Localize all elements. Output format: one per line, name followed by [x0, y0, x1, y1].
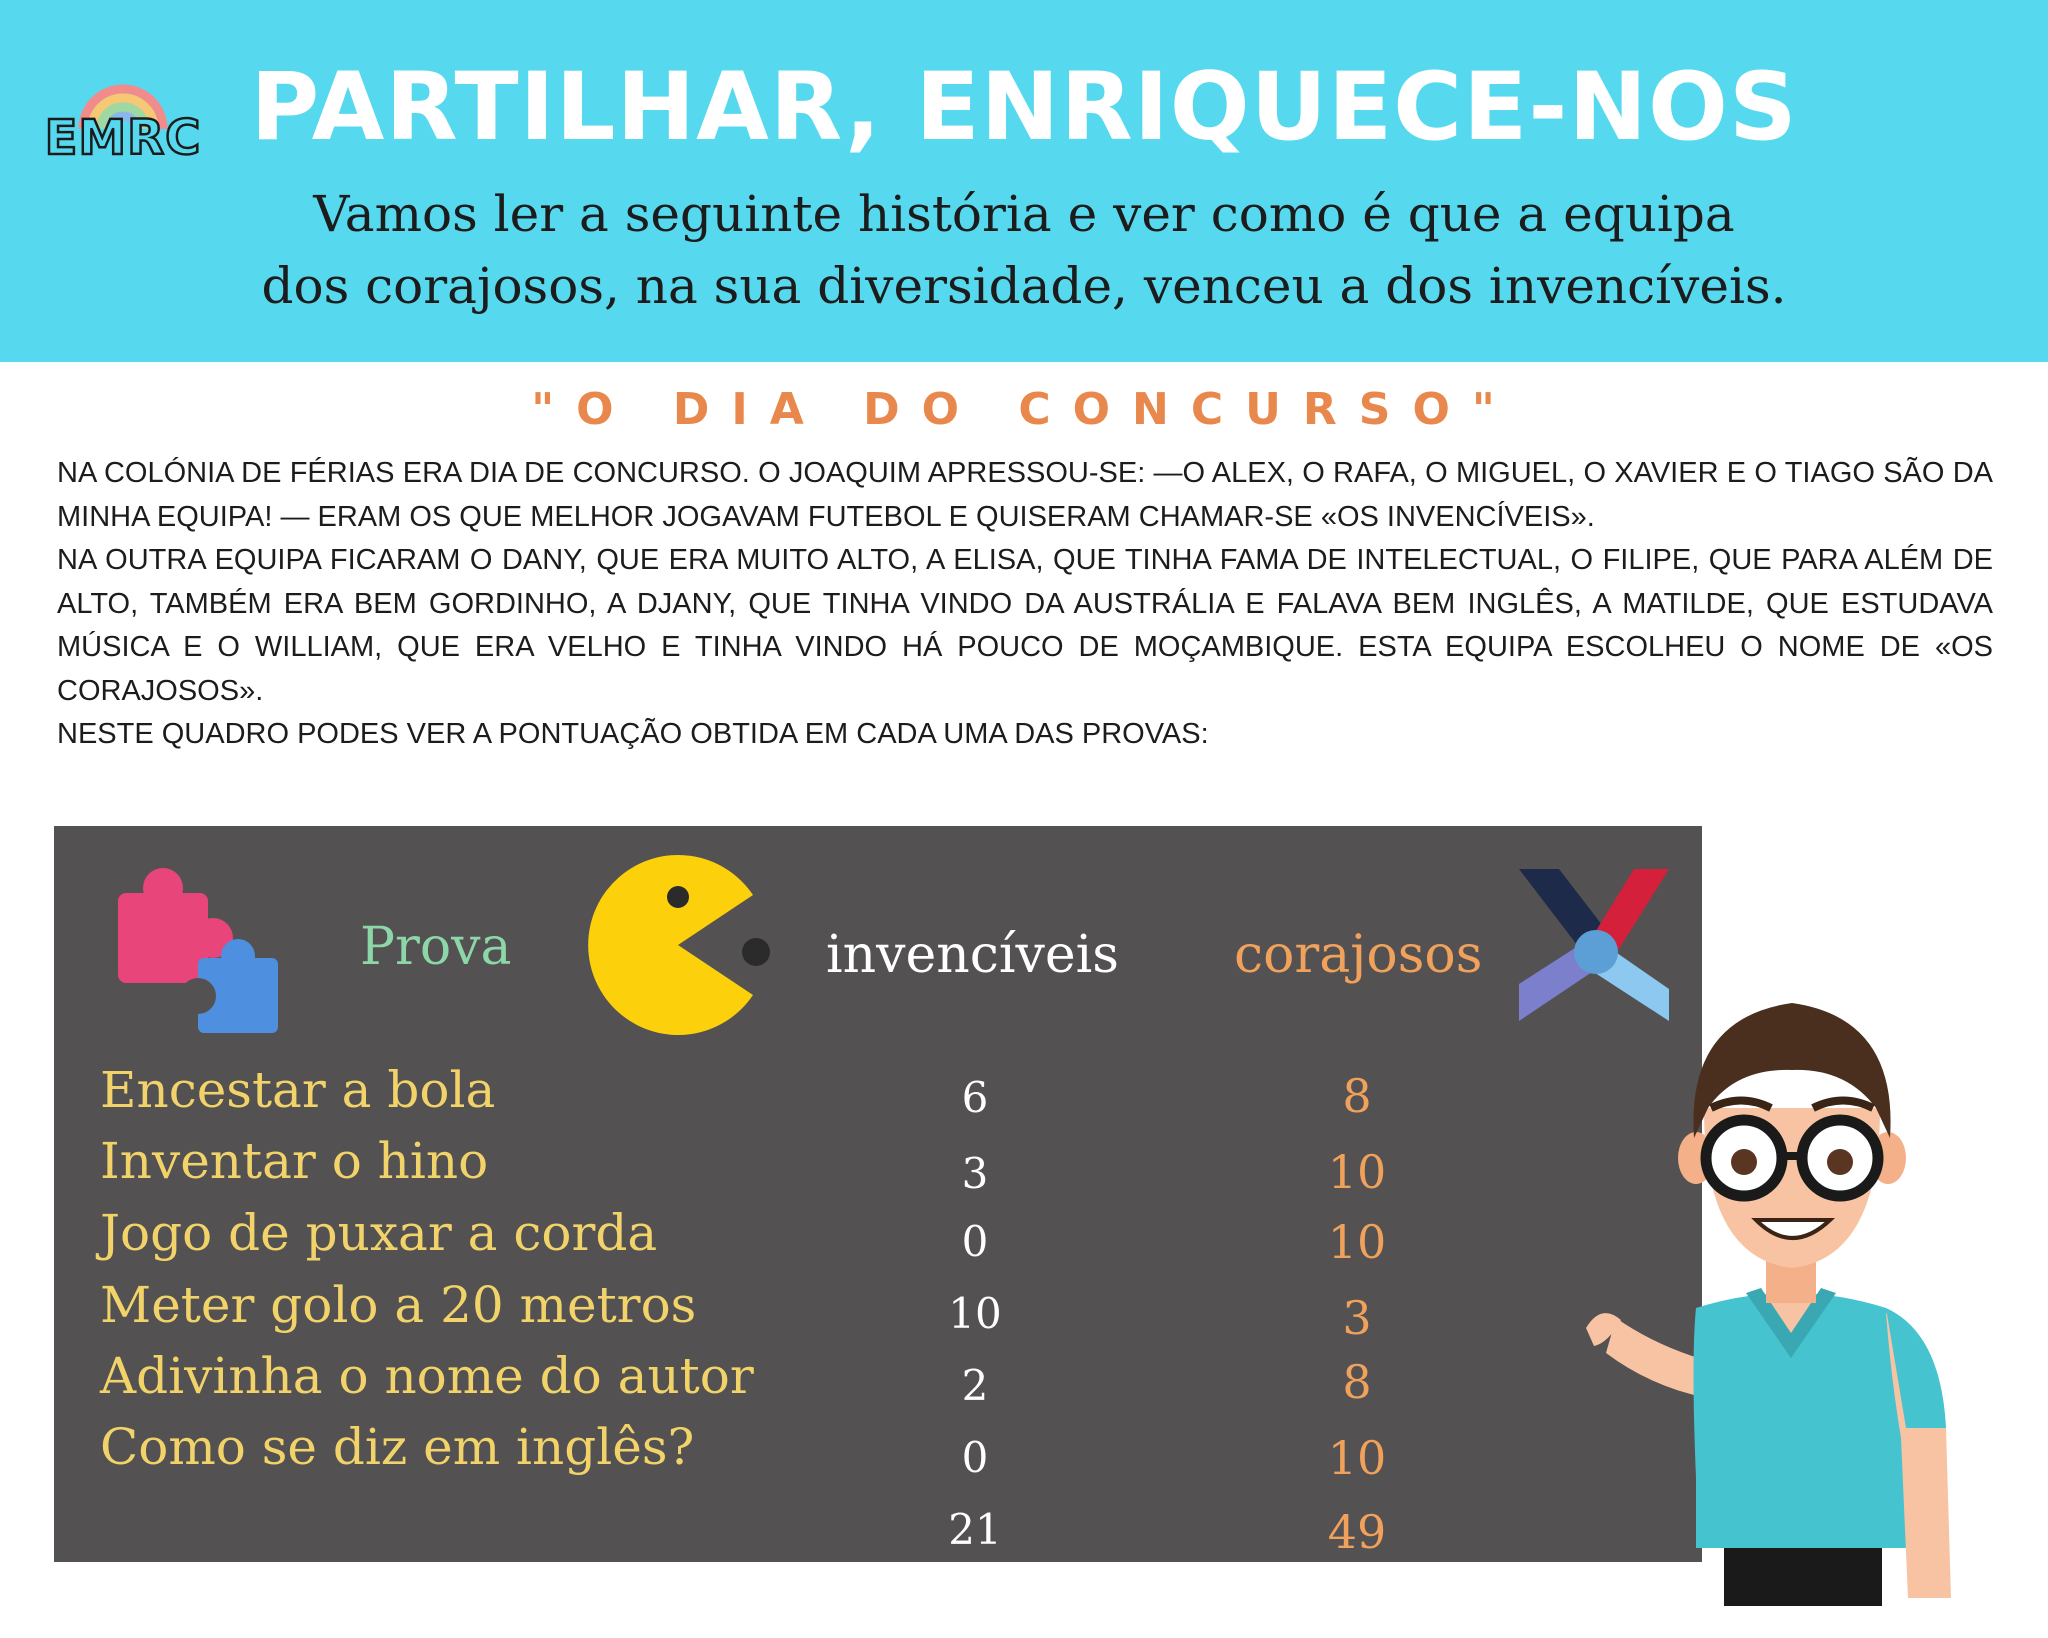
header-invenciveis: invencíveis — [826, 925, 1119, 985]
score-corajosos: 10 — [1327, 1215, 1387, 1269]
story-paragraph-1: NA COLÓNIA DE FÉRIAS ERA DIA DE CONCURSO. O JOAQUIM APRESSOU-SE: —O ALEX, O RAFA, O MIGUEL, O XAVIER E O TIAGO SÃO DA MINHA EQUIPA! — ERAM OS QUE MELHOR JOGAVAM FUTEBOL E QUISERAM CHAMAR-SE «OS INVENCÍVEIS». — [57, 457, 1993, 533]
score-corajosos: 10 — [1327, 1431, 1387, 1485]
score-invenciveis: 2 — [961, 1361, 989, 1410]
header-banner — [0, 0, 2048, 362]
page-subtitle — [0, 178, 2048, 322]
score-invenciveis: 0 — [961, 1217, 989, 1266]
subtitle-line-2: dos corajosos, na sua diversidade, venceu a dos invencíveis. — [261, 257, 1787, 315]
puzzle-icon — [98, 848, 306, 1044]
header-prova: Prova — [360, 917, 512, 977]
score-corajosos: 8 — [1342, 1355, 1372, 1409]
score-invenciveis: 6 — [961, 1073, 989, 1122]
total-corajosos: 49 — [1327, 1505, 1387, 1559]
pacman-icon — [578, 840, 778, 1050]
score-corajosos: 10 — [1327, 1145, 1387, 1199]
row-label-prova: Como se diz em inglês? — [100, 1418, 695, 1476]
page-title: PARTILHAR, ENRIQUECE-NOS — [250, 53, 1798, 162]
row-label-prova: Inventar o hino — [100, 1132, 489, 1190]
score-corajosos: 8 — [1342, 1069, 1372, 1123]
row-label-prova: Meter golo a 20 metros — [100, 1276, 697, 1334]
story-paragraph-3: NESTE QUADRO PODES VER A PONTUAÇÃO OBTIDA EM CADA UMA DAS PROVAS: — [57, 718, 1209, 750]
row-label-prova: Encestar a bola — [100, 1061, 496, 1119]
score-invenciveis: 0 — [961, 1433, 989, 1482]
row-label-prova: Adivinha o nome do autor — [100, 1347, 754, 1405]
row-label-prova: Jogo de puxar a corda — [100, 1204, 658, 1262]
story-paragraph-2: NA OUTRA EQUIPA FICARAM O DANY, QUE ERA MUITO ALTO, A ELISA, QUE TINHA FAMA DE INTELECTUAL, O FILIPE, QUE PARA ALÉM DE ALTO, TAMBÉM ERA BEM GORDINHO, A DJANY, QUE TINHA VINDO DA AUSTRÁLIA E FALAVA BEM INGLÊS, A MATILDE, QUE ESTUDAVA MÚSICA E O WILLIAM, QUE ERA VELHO E TINHA VINDO HÁ POUCO DE MOÇAMBIQUE. ESTA EQUIPA ESCOLHEU O NOME DE «OS CORAJOSOS». — [57, 544, 1993, 707]
score-invenciveis: 3 — [961, 1149, 989, 1198]
story-title: "O DIA DO CONCURSO" — [531, 384, 1517, 435]
teacher-illustration — [1546, 958, 2006, 1606]
story-text — [57, 452, 1993, 757]
score-invenciveis: 10 — [948, 1289, 1002, 1338]
subtitle-line-1: Vamos ler a seguinte história e ver como é que a equipa — [313, 185, 1735, 243]
total-invenciveis: 21 — [948, 1505, 1002, 1554]
header-corajosos: corajosos — [1234, 925, 1483, 985]
logo-text: EMRC — [44, 110, 202, 164]
score-corajosos: 3 — [1342, 1291, 1372, 1345]
